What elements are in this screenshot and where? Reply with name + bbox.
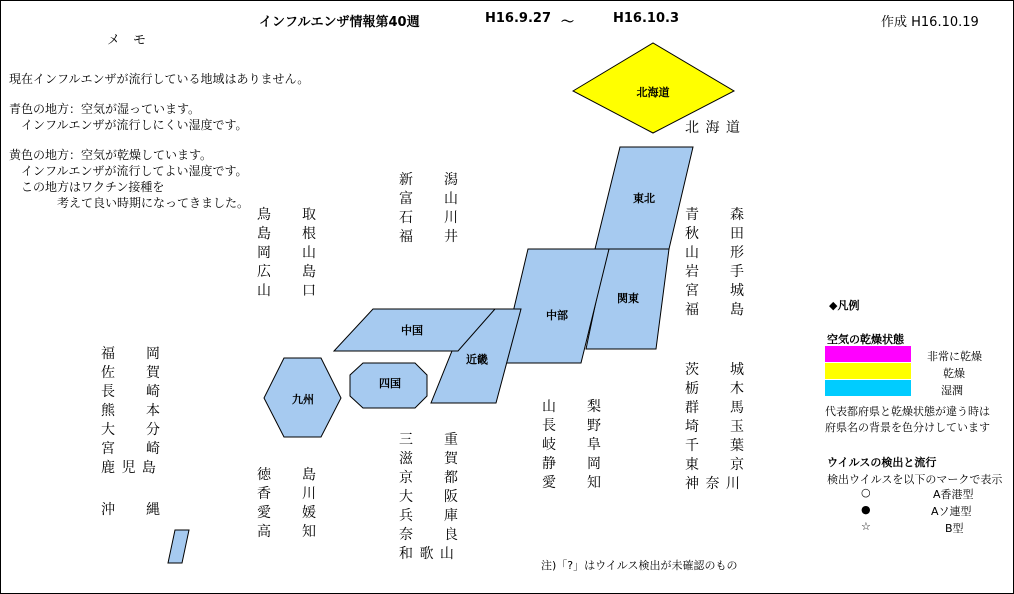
memo-line: インフルエンザが流行してよい湿度です。 [9, 164, 248, 178]
prefectures-chubu [542, 398, 602, 493]
prefecture-name: 千 葉 [685, 438, 745, 454]
prefecture-name: 福 島 [685, 302, 745, 318]
prefecture-name: 長 崎 [101, 384, 161, 400]
memo-line: 現在インフルエンザが流行している地域はありません。 [9, 72, 310, 86]
prefectures-okinawa [101, 501, 161, 520]
prefecture-name: 熊 本 [101, 403, 161, 419]
virus-label-b: B型 [945, 522, 964, 535]
prefectures-kanto [685, 361, 745, 494]
prefecture-name: 群 馬 [685, 400, 745, 416]
prefecture-name: 宮 城 [685, 283, 745, 299]
region-kinki-label: 近畿 [466, 353, 488, 366]
region-shikoku-label: 四国 [379, 377, 401, 390]
region-tohoku-label: 東北 [633, 192, 655, 205]
prefecture-name: 徳 島 [257, 467, 317, 483]
prefecture-name: 静 岡 [542, 456, 602, 472]
prefectures-kyushu [101, 345, 161, 478]
hong-kong-type-mark-icon: ○ [861, 486, 871, 499]
virus-description: 検出ウイルスを以下のマークで表示 [827, 473, 1003, 486]
prefecture-name: 宮 崎 [101, 441, 161, 457]
memo-line: 考えて良い時期になってきました。 [9, 196, 250, 210]
legend-swatch-humid [825, 380, 911, 396]
region-okinawa[interactable] [168, 530, 189, 563]
prefecture-name: 和 歌 山 [399, 546, 455, 562]
prefecture-name: 島 根 [257, 226, 317, 242]
legend-label-very-dry: 非常に乾燥 [927, 350, 982, 363]
legend-note-line: 府県名の背景を色分けしています [825, 421, 990, 434]
prefecture-name: 福 岡 [101, 346, 161, 362]
prefecture-name: 山 口 [257, 283, 317, 299]
prefecture-name: 鹿 児 島 [101, 460, 157, 476]
prefecture-name: 長 野 [542, 418, 602, 434]
prefecture-name: 埼 玉 [685, 419, 745, 435]
prefecture-name: 岐 阜 [542, 437, 602, 453]
prefecture-name: 北 海 道 [685, 120, 741, 136]
prefecture-name: 沖 縄 [101, 502, 161, 518]
legend-title: ◆凡例 [829, 299, 860, 312]
report-title: インフルエンザ情報第40週 [259, 15, 420, 30]
prefecture-name: 山 梨 [542, 399, 602, 415]
prefectures-hokuriku [399, 171, 459, 247]
prefecture-name: 滋 賀 [399, 451, 459, 467]
footnote: 注)「?」はウイルス検出が未確認のもの [541, 559, 738, 572]
soviet-type-mark-icon: ● [861, 503, 871, 516]
prefecture-name: 大 阪 [399, 489, 459, 505]
region-kanto-label: 関東 [617, 292, 639, 305]
virus-label-a-hongkong: A香港型 [933, 488, 974, 501]
prefecture-name: 栃 木 [685, 381, 745, 397]
region-chugoku-label: 中国 [401, 324, 423, 337]
prefecture-name: 三 重 [399, 432, 459, 448]
date-to: H16.10.3 [613, 11, 679, 26]
memo-heading: メ モ [107, 33, 147, 48]
prefecture-name: 石 川 [399, 210, 459, 226]
prefecture-name: 福 井 [399, 229, 459, 245]
legend-label-humid: 湿潤 [941, 384, 963, 397]
prefecture-name: 東 京 [685, 457, 745, 473]
b-type-star-icon: ☆ [861, 520, 871, 533]
prefecture-name: 秋 田 [685, 226, 745, 242]
region-kyushu-label: 九州 [292, 393, 314, 406]
virus-label-a-soviet: Aソ連型 [931, 505, 972, 518]
prefecture-name: 鳥 取 [257, 207, 317, 223]
prefecture-name: 香 川 [257, 486, 317, 502]
prefecture-name: 広 島 [257, 264, 317, 280]
memo-line: インフルエンザが流行しにくい湿度です。 [9, 118, 248, 132]
prefectures-shikoku [257, 466, 317, 542]
prefectures-chugoku [257, 206, 317, 301]
virus-title: ウイルスの検出と流行 [827, 456, 937, 469]
prefecture-name: 岩 手 [685, 264, 745, 280]
prefectures-kinki [399, 431, 459, 564]
prefecture-name: 新 潟 [399, 172, 459, 188]
memo-line: 青色の地方：空気が湿っています。 [9, 102, 201, 116]
region-hokkaido-label: 北海道 [636, 86, 670, 99]
prefecture-name: 高 知 [257, 524, 317, 540]
date-separator: ～ [561, 15, 575, 30]
legend-note-line: 代表都府県と乾燥状態が違う時は [825, 405, 990, 418]
prefecture-name: 富 山 [399, 191, 459, 207]
prefectures-tohoku [685, 206, 745, 320]
created-date: 作成 H16.10.19 [881, 15, 979, 30]
prefecture-name: 大 分 [101, 422, 161, 438]
prefecture-name: 茨 城 [685, 362, 745, 378]
memo-line: この地方はワクチン接種を [9, 180, 165, 194]
prefecture-name: 青 森 [685, 207, 745, 223]
legend-label-dry: 乾燥 [943, 367, 965, 380]
prefecture-name: 京 都 [399, 470, 459, 486]
date-from: H16.9.27 [485, 11, 551, 26]
prefecture-name: 岡 山 [257, 245, 317, 261]
dryness-title: 空気の乾燥状態 [827, 333, 904, 346]
region-chubu-label: 中部 [546, 309, 568, 322]
legend-swatch-dry [825, 363, 911, 379]
prefecture-name: 神 奈 川 [685, 476, 741, 492]
prefectures-hokkaido [685, 119, 741, 138]
memo-line: 黄色の地方：空気が乾燥しています。 [9, 148, 213, 162]
prefecture-name: 佐 賀 [101, 365, 161, 381]
prefecture-name: 愛 媛 [257, 505, 317, 521]
prefecture-name: 愛 知 [542, 475, 602, 491]
prefecture-name: 奈 良 [399, 527, 459, 543]
legend-swatch-very-dry [825, 346, 911, 362]
prefecture-name: 山 形 [685, 245, 745, 261]
prefecture-name: 兵 庫 [399, 508, 459, 524]
